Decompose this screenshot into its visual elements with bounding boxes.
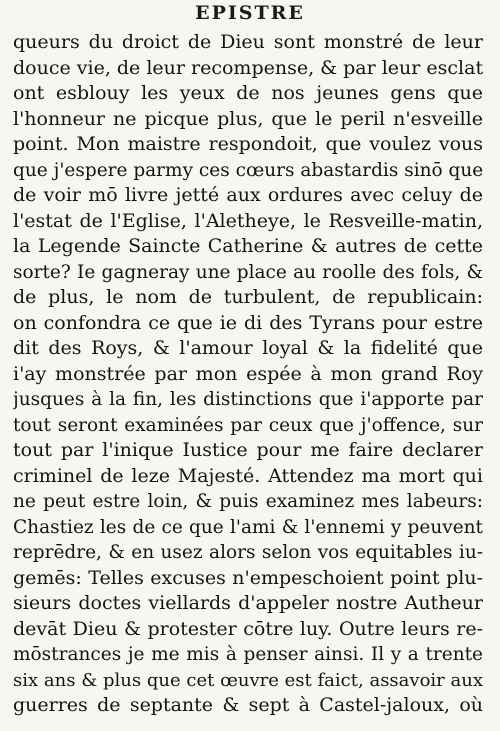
- text-line: tout par l'inique Iustice pour me faire declarer: [13, 439, 483, 461]
- text-line: tout seront examinées par ceux que j'offence, sur: [13, 414, 483, 436]
- text-line: six ans & plus que cet œuvre est faict, assavoir aux: [13, 669, 483, 691]
- text-line: queurs du droict de Dieu sont monstré de leur: [13, 31, 483, 53]
- text-line: l'estat de l'Eglise, l'Aletheye, le Resveille-matin,: [13, 209, 483, 232]
- text-line: sieurs doctes viellards d'appeler nostre Autheur: [13, 592, 483, 614]
- text-line: ont esblouy les yeux de nos jeunes gens que: [13, 82, 483, 104]
- text-line: Chastiez les de ce que l'ami & l'ennemi y peuvent: [13, 516, 483, 538]
- text-line: douce vie, de leur recompense, & par leur esclat: [13, 56, 483, 79]
- text-line: que j'espere parmy ces cœurs abastardis sinō que: [13, 159, 483, 181]
- text-line: gemēs: Telles excuses n'empeschoient point plu-: [13, 566, 483, 589]
- text-line: de plus, le nom de turbulent, de republicain:: [13, 286, 483, 308]
- text-line: guerres de septante & sept à Castel-jaloux, où: [13, 694, 483, 716]
- text-line: l'honneur ne picque plus, que le peril n'esveille: [13, 107, 483, 130]
- text-line: on confondra ce que ie di des Tyrans pour estre: [13, 311, 483, 334]
- text-line: i'ay monstrée par mon espée à mon grand Roy: [13, 362, 483, 385]
- body-text: [13, 30, 483, 719]
- text-line: de voir mō livre jetté aux ordures avec celuy de: [13, 184, 483, 206]
- text-line: ne peut estre loin, & puis examinez mes labeurs:: [13, 491, 483, 512]
- text-line: sorte? Ie gagneray une place au roolle des fols, &: [13, 261, 483, 283]
- text-line: devāt Dieu & protester cōtre luy. Outre leurs re-: [13, 617, 483, 640]
- text-line: reprēdre, & en usez alors selon vos equitables iu-: [13, 542, 483, 563]
- text-line: dit des Roys, & l'amour loyal & la fidelité que: [13, 337, 483, 359]
- text-line: point. Mon maistre respondoit, que voulez vous: [13, 133, 483, 155]
- text-line: jusques à la fin, les distinctions que i'apporte par: [13, 389, 483, 410]
- text-line: criminel de leze Majesté. Attendez ma mort qui: [13, 464, 483, 487]
- running-head: EPISTRE: [195, 2, 305, 24]
- text-line: mōstrances je me mis à penser ainsi. Il y a trente: [13, 644, 483, 665]
- text-line: la Legende Saincte Catherine & autres de cette: [13, 235, 483, 257]
